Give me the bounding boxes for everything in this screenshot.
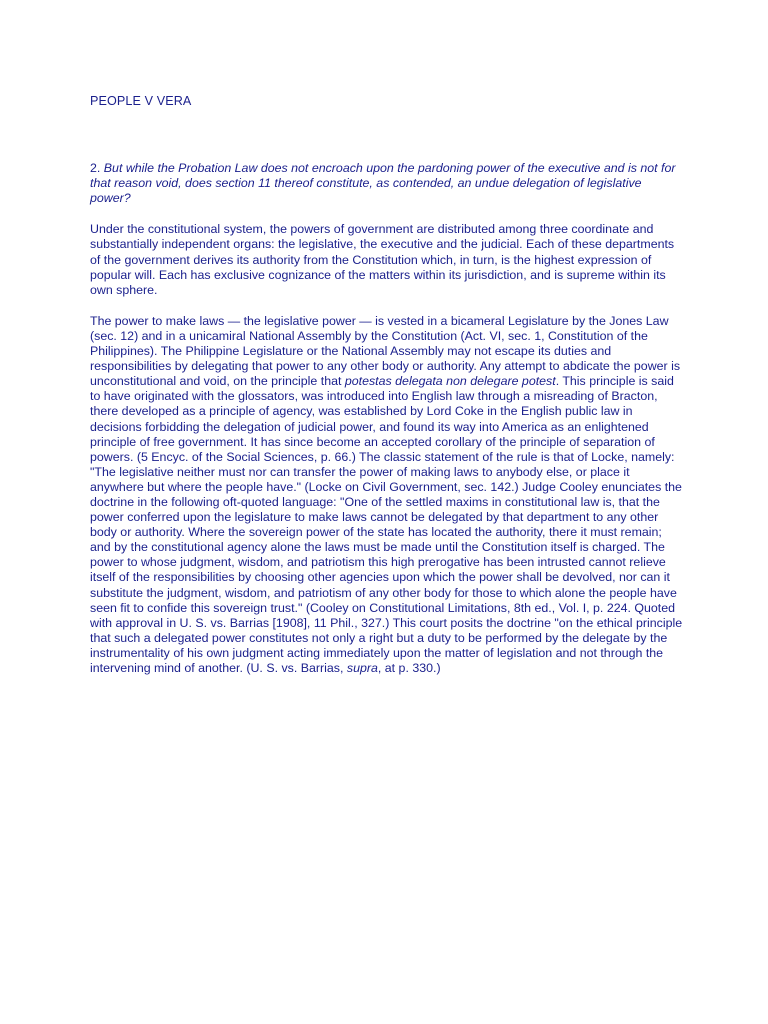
question-paragraph: [90, 161, 684, 206]
body-paragraph-2: [90, 314, 684, 676]
question-number: 2.: [90, 161, 101, 176]
paragraph-2-text-3: , at p. 330.): [377, 661, 441, 675]
latin-maxim: potestas delegata non delegare potest: [344, 374, 556, 389]
paragraph-2-text-2: . This principle is said to have originated with the glossators, was introduced into English law through a misreading of Bracton, there developed as a principle of agency, was established by Lord Coke in the English public law in decisions forbidding the delegation of judicial power, and found its way into America as an enlightened principle of free government. It has since become an accepted corollary of the principle of separation of powers. (5 Encyc. of the Social Sciences, p. 66.) The classic statement of the rule is that of Locke, namely: "The legislative neither must nor can transfer the power of making laws to anybody else, or place it anywhere but where the people have." (Locke on Civil Government, sec. 142.) Judge Cooley enunciates the doctrine in the following oft-quoted language: "One of the settled maxims in constitutional law is, that the power conferred upon the legislature to make laws cannot be delegated by that department to any other body or authority. Where the sovereign power of the state has located the authority, there it must remain; and by the constitutional agency alone the laws must be made until the Constitution itself is charged. The power to whose judgment, wisdom, and patriotism this high prerogative has been intrusted cannot relieve itself of the responsibilities by choosing other agencies upon which the power shall be devolved, nor can it substitute the judgment, wisdom, and patriotism of any other body for those to which alone the people have seen fit to confide this sovereign trust." (Cooley on Constitutional Limitations, 8th ed., Vol. I, p. 224. Quoted with approval in U. S. vs. Barrias [1908], 11 Phil., 327.) This court posits the doctrine "on the ethical principle that such a delegated power constitutes not only a right but a duty to be performed by the delegate by the instrumentality of his own judgment acting immediately upon the matter of legislation and not through the intervening mind of another. (U. S. vs. Barrias,: [90, 374, 683, 675]
supra-citation: supra: [346, 661, 378, 675]
document-title: PEOPLE V VERA: [90, 94, 192, 108]
paragraph-2-text-1: The power to make laws — the legislative power — is vested in a bicameral Legislature by the Jones Law (sec. 12) and in a unicamiral National Assembly by the Constitution (Act. VI, sec. 1, Constitution of the Philippines). The Philippine Legislature or the National Assembly may not escape its duties and responsibilities by delegating that power to any other body or authority. Any attempt to abdicate the power is unconstitutional and void, on the principle that: [90, 313, 681, 389]
document-page: [90, 94, 684, 692]
body-paragraph-1: Under the constitutional system, the powers of government are distributed among three coordinate and substantially independent organs: the legislative, the executive and the judicial. Each of these departments of the government derives its authority from the Constitution which, in turn, is the highest expression of popular will. Each has exclusive cognizance of the matters within its jurisdiction, and is supreme within its own sphere.: [90, 222, 675, 297]
question-text: But while the Probation Law does not encroach upon the pardoning power of the executive and is not for that reason void, does section 11 thereof constitute, as contended, an undue delegation of legislative power?: [90, 161, 676, 206]
